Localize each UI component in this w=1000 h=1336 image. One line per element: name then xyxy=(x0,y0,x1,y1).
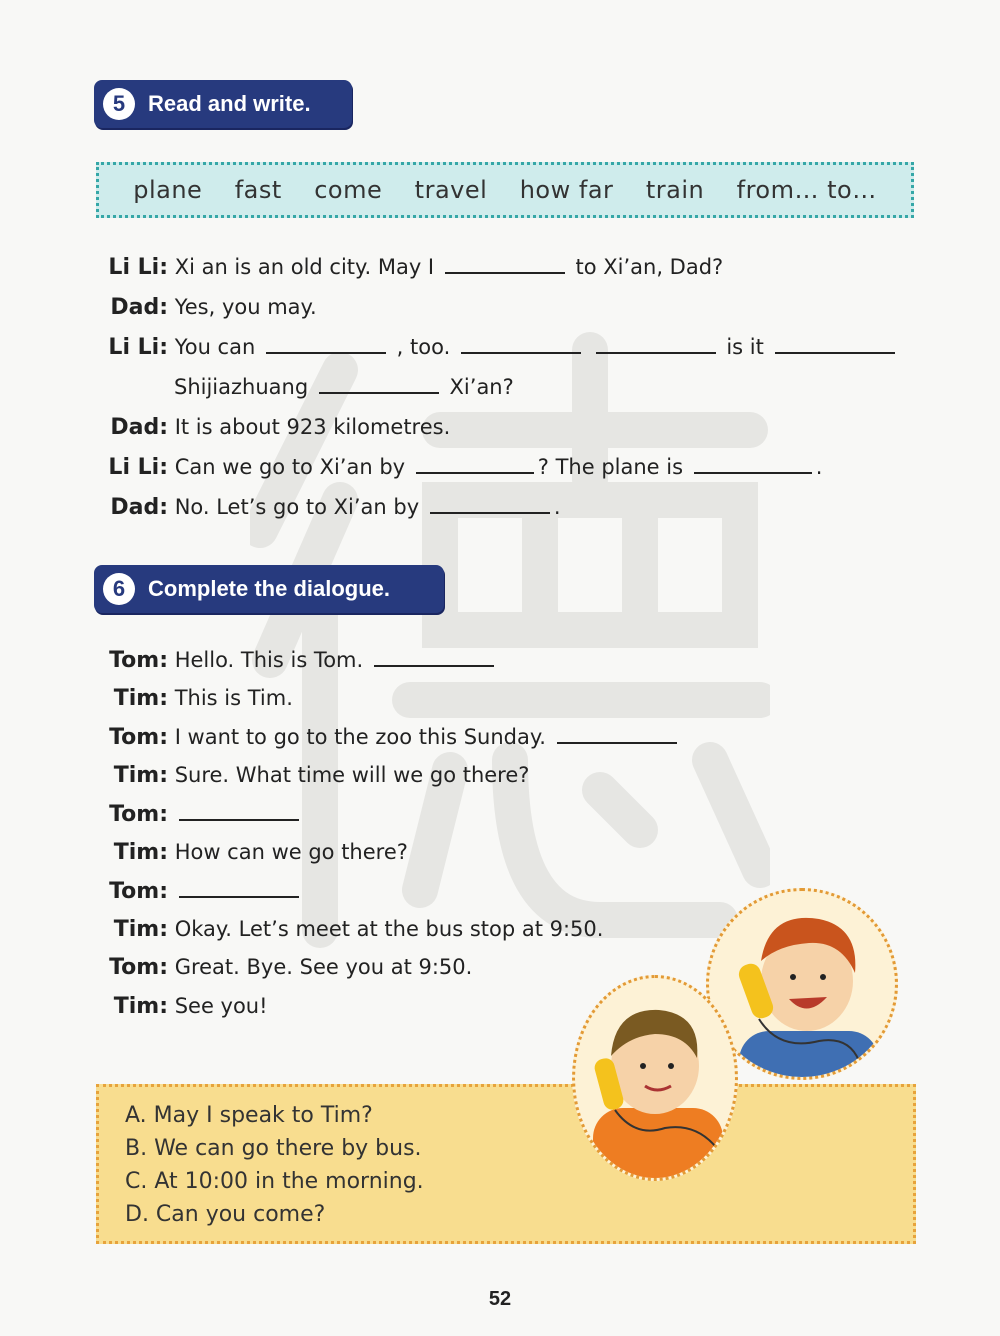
line-text: You can xyxy=(174,335,256,359)
dialogue-line xyxy=(100,804,303,826)
speaker-label: Tom: xyxy=(109,879,168,904)
dialogue-line xyxy=(100,297,317,319)
speaker-label: Tom: xyxy=(109,802,168,827)
dialogue-line xyxy=(100,881,303,903)
speaker-label: Dad: xyxy=(110,295,168,320)
line-text: Shijiazhuang xyxy=(174,375,309,399)
line-text: I want to go to the zoo this Sunday. xyxy=(174,725,546,749)
line-text: No. Let’s go to Xi’an by xyxy=(174,495,420,519)
line-text: Xi an is an old city. May I xyxy=(174,255,435,279)
dialogue-line xyxy=(100,727,681,749)
word-bank-item: train xyxy=(645,176,705,204)
answer-option: D. Can you come? xyxy=(125,1202,326,1227)
dialogue-line xyxy=(100,957,472,979)
answer-blank[interactable] xyxy=(430,511,550,514)
answer-blank[interactable] xyxy=(319,391,439,394)
line-text: It is about 923 kilometres. xyxy=(174,415,451,439)
speaker-label: Tim: xyxy=(113,994,168,1019)
section-5-header xyxy=(94,80,352,128)
line-text: Great. Bye. See you at 9:50. xyxy=(174,955,473,979)
dialogue-line xyxy=(174,377,514,398)
answer-option: B. We can go there by bus. xyxy=(125,1136,422,1161)
word-bank xyxy=(96,162,914,218)
dialogue-line xyxy=(100,337,899,359)
speaker-label: Li Li: xyxy=(108,455,168,480)
answer-blank[interactable] xyxy=(694,471,812,474)
answer-blank[interactable] xyxy=(374,664,494,667)
section-6-title: Complete the dialogue. xyxy=(148,576,391,601)
section-5-number: 5 xyxy=(103,88,135,120)
speaker-label: Tim: xyxy=(113,686,168,711)
answer-blank[interactable] xyxy=(416,471,534,474)
line-text: See you! xyxy=(174,994,268,1018)
girl-on-phone-illustration xyxy=(572,975,738,1181)
answer-blank[interactable] xyxy=(179,818,299,821)
speaker-label: Dad: xyxy=(110,415,168,440)
dialogue-line xyxy=(100,497,561,519)
speaker-label: Li Li: xyxy=(108,255,168,280)
line-text: Can we go to Xi’an by xyxy=(174,455,406,479)
speaker-label: Tom: xyxy=(109,955,168,980)
word-bank-item: plane xyxy=(133,176,203,204)
speaker-label: Tim: xyxy=(113,763,168,788)
line-text: Hello. This is Tom. xyxy=(174,648,364,672)
dialogue-line xyxy=(100,457,822,479)
dialogue-line xyxy=(100,417,450,439)
word-bank-item: from… to… xyxy=(736,176,877,204)
answer-blank[interactable] xyxy=(179,895,299,898)
line-text: Sure. What time will we go there? xyxy=(174,763,530,787)
answer-blank[interactable] xyxy=(596,351,716,354)
dialogue-line xyxy=(100,996,268,1018)
word-bank-item: travel xyxy=(414,176,488,204)
word-bank-item: come xyxy=(314,176,383,204)
line-text: , too. xyxy=(396,335,451,359)
line-text: Okay. Let’s meet at the bus stop at 9:50. xyxy=(174,917,604,941)
dialogue-line xyxy=(100,257,723,279)
word-bank-item: fast xyxy=(234,176,282,204)
answer-blank[interactable] xyxy=(266,351,386,354)
speaker-label: Tim: xyxy=(113,917,168,942)
line-text: is it xyxy=(726,335,764,359)
speaker-label: Dad: xyxy=(110,495,168,520)
section-6-header xyxy=(94,565,444,613)
dialogue-line xyxy=(100,765,529,787)
word-bank-item: how far xyxy=(519,176,614,204)
answer-options-box xyxy=(96,1084,916,1244)
answer-option: A. May I speak to Tim? xyxy=(125,1103,373,1128)
line-text: . xyxy=(815,455,823,479)
speaker-label: Li Li: xyxy=(108,335,168,360)
section-6-number: 6 xyxy=(103,573,135,605)
line-text: Xi’an? xyxy=(449,375,514,399)
line-text: This is Tim. xyxy=(174,686,293,710)
dialogue-line xyxy=(100,688,293,710)
answer-blank[interactable] xyxy=(557,741,677,744)
line-text: to Xi’an, Dad? xyxy=(575,255,724,279)
section-5-title: Read and write. xyxy=(148,91,311,116)
dialogue-line xyxy=(100,842,408,864)
line-text: Yes, you may. xyxy=(174,295,317,319)
answer-blank[interactable] xyxy=(445,271,565,274)
answer-blank[interactable] xyxy=(775,351,895,354)
page-number: 52 xyxy=(488,1288,512,1310)
speaker-label: Tom: xyxy=(109,648,168,673)
speaker-label: Tom: xyxy=(109,725,168,750)
dialogue-line xyxy=(100,650,498,672)
answer-option: C. At 10:00 in the morning. xyxy=(125,1169,424,1194)
speaker-label: Tim: xyxy=(113,840,168,865)
answer-blank[interactable] xyxy=(461,351,581,354)
line-text: ? The plane is xyxy=(537,455,684,479)
dialogue-line xyxy=(100,919,603,941)
line-text: . xyxy=(553,495,561,519)
line-text: How can we go there? xyxy=(174,840,408,864)
